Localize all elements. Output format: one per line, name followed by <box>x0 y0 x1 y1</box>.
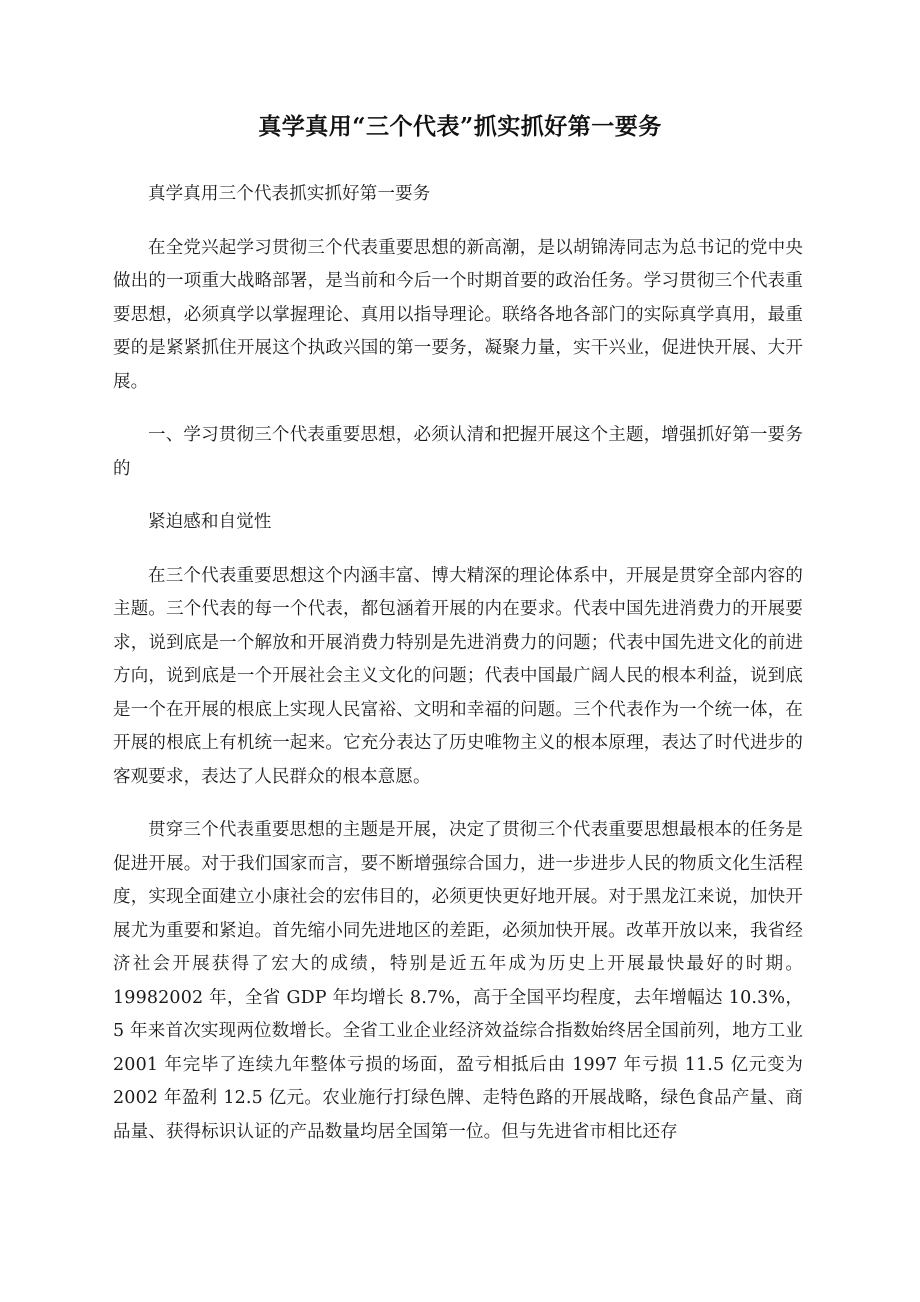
paragraph-theme: 在三个代表重要思想这个内涵丰富、博大精深的理论体系中，开展是贯穿全部内容的主题。三个代表的每一个代表，都包涵着开展的内在要求。代表中国先进消费力的开展要求，说到底是一个解放和开展消费力特别是先进消费力的问题；代表中国先进文化的前进方向，说到底是一个开展社会主义文化的问题；代表中国最广阔人民的根本利益，说到底是一个在开展的根底上实现人民富裕、文明和幸福的问题。三个代表作为一个统一体，在开展的根底上有机统一起来。它充分表达了历史唯物主义的根本原理，表达了时代进步的客观要求，表达了人民群众的根本意愿。 <box>113 565 803 787</box>
paragraph-section-heading: 一、学习贯彻三个代表重要思想，必须认清和把握开展这个主题，增强抓好第一要务的 <box>113 425 803 479</box>
paragraph-section-heading-continued: 紧迫感和自觉性 <box>148 512 272 532</box>
document-title: 真学真用“三个代表”抓实抓好第一要务 <box>258 113 662 140</box>
paragraph-development: 贯穿三个代表重要思想的主题是开展，决定了贯彻三个代表重要思想最根本的任务是促进开展。对于我们国家而言，要不断增强综合国力，进一步进步人民的物质文化生活程度，实现全面建立小康社会的宏伟目的，必须更快更好地开展。对于黑龙江来说，加快开展尤为重要和紧迫。首先缩小同先进地区的差距，必须加快开展。改革开放以来，我省经济社会开展获得了宏大的成绩，特别是近五年成为历史上开展最快最好的时期。19982002 年，全省 GDP 年均增长 8.7%，高于全国平均程度，去年增幅达 10.3%，5 年来首次实现两位数增长。全省工业企业经济效益综合指数始终居全国前列，地方工业 2001 年完毕了连续九年整体亏损的场面，盈亏相抵后由 1997 年亏损 11.5 亿元变为 2002 年盈利 12.5 亿元。农业施行打绿色牌、走特色路的开展战略，绿色食品产量、商品量、获得标识认证的产品数量均居全国第一位。但与先进省市相比还存 <box>113 820 803 1142</box>
paragraph-subtitle: 真学真用三个代表抓实抓好第一要务 <box>148 184 431 204</box>
paragraph-intro: 在全党兴起学习贯彻三个代表重要思想的新高潮，是以胡锦涛同志为总书记的党中央做出的一项重大战略部署，是当前和今后一个时期首要的政治任务。学习贯彻三个代表重要思想，必须真学以掌握理论、真用以指导理论。联络各地各部门的实际真学真用，最重要的是紧紧抓住开展这个执政兴国的第一要务，凝聚力量，实干兴业，促进快开展、大开展。 <box>113 237 803 392</box>
document-body <box>113 178 803 1169</box>
